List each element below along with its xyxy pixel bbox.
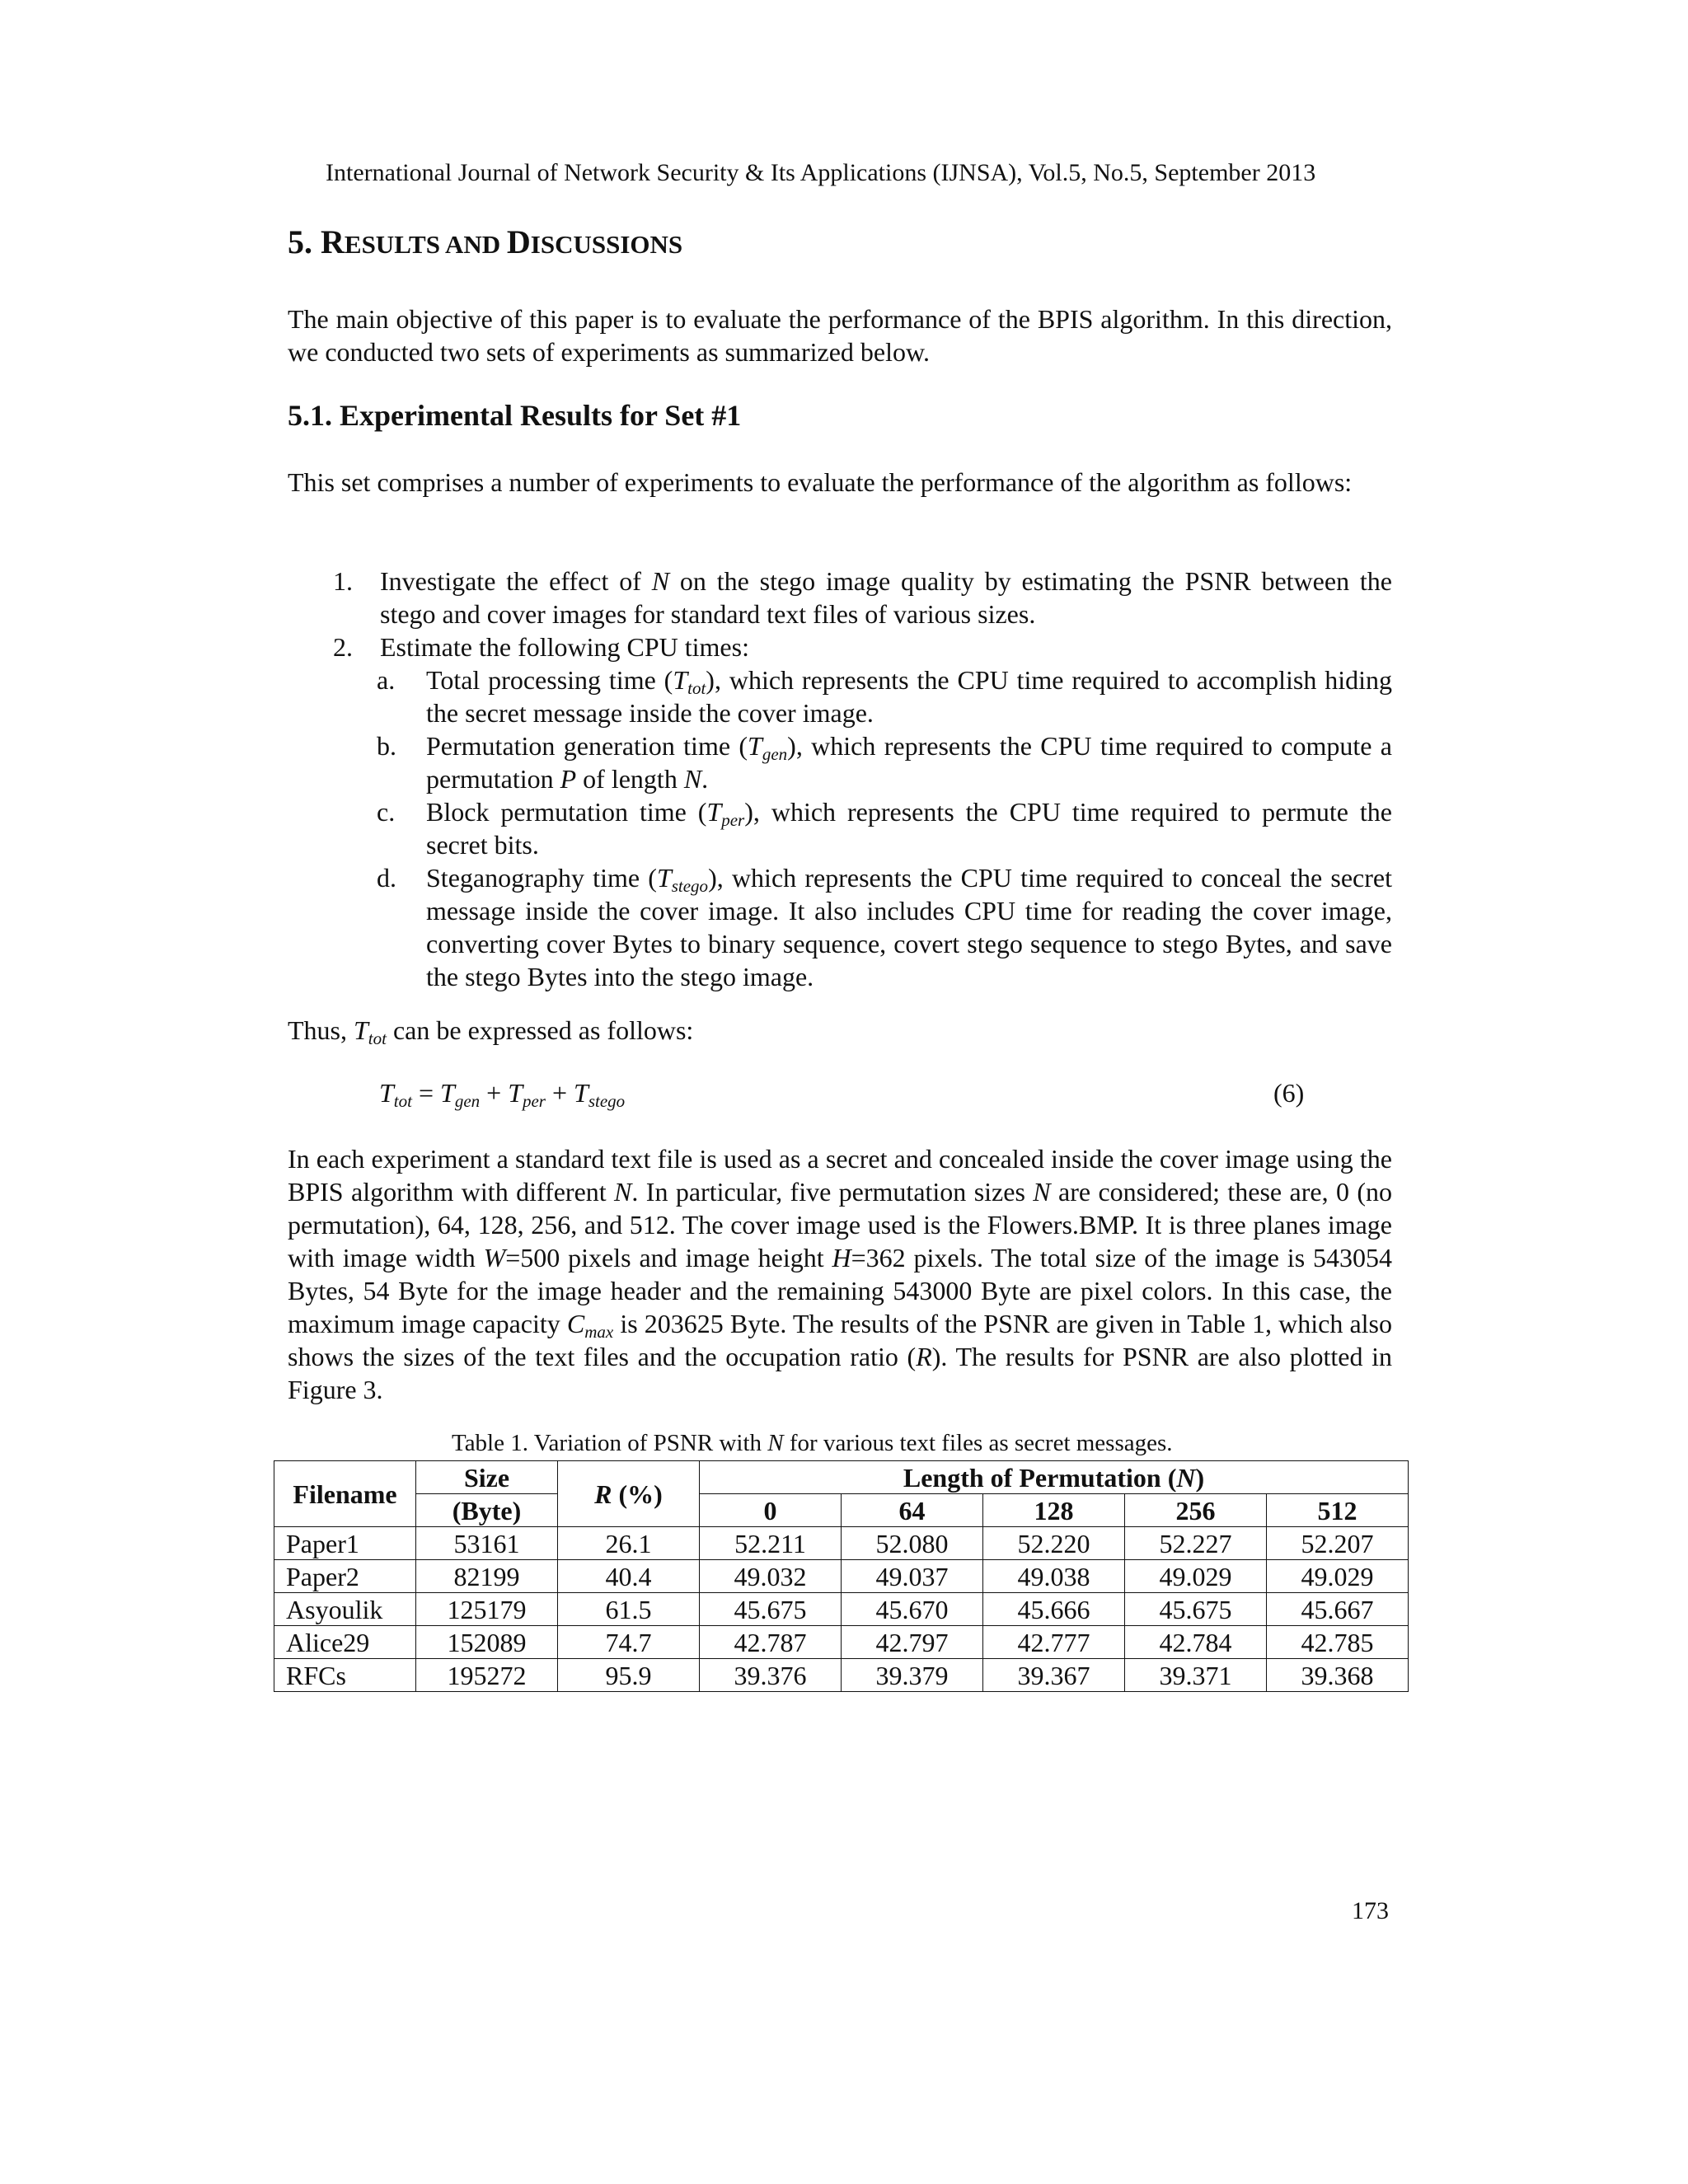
var-n: N — [651, 566, 670, 596]
header-ratio — [558, 1461, 700, 1527]
table-row — [274, 1593, 1409, 1626]
eq-var-t: T — [379, 1078, 394, 1108]
para-text: =500 pixels and image height — [505, 1243, 832, 1272]
eq-subscript: tot — [393, 1091, 412, 1111]
var-t: T — [673, 665, 688, 695]
var-h: H — [832, 1243, 851, 1272]
list-marker: b. — [377, 731, 396, 761]
psnr-table — [274, 1460, 1409, 1692]
eq-operator: + — [545, 1078, 574, 1108]
header-ratio-unit: (%) — [612, 1479, 663, 1509]
header-permutation-length — [700, 1461, 1409, 1494]
cell-psnr: 49.037 — [842, 1560, 983, 1593]
var-r: R — [594, 1479, 612, 1509]
var-t: T — [354, 1015, 368, 1045]
var-n: N — [683, 764, 702, 794]
cell-filename: Paper2 — [274, 1560, 416, 1593]
equation-6 — [379, 1078, 1305, 1111]
header-n-value: 128 — [983, 1494, 1125, 1527]
cell-psnr: 52.211 — [700, 1527, 842, 1560]
para-text: . In particular, five permutation sizes — [631, 1177, 1034, 1207]
thus-text: Thus, — [288, 1015, 354, 1045]
cell-filename: Alice29 — [274, 1626, 416, 1659]
var-n: N — [614, 1177, 632, 1207]
var-c: C — [566, 1309, 585, 1338]
subscript: tot — [368, 1029, 387, 1048]
cell-ratio: 74.7 — [558, 1626, 700, 1659]
var-w: W — [483, 1243, 506, 1272]
eq-var-t: T — [508, 1078, 523, 1108]
list-subitem-c — [288, 795, 1392, 861]
list-item-text: Estimate the following CPU times: — [380, 632, 749, 662]
cell-psnr: 52.227 — [1125, 1527, 1267, 1560]
experiment-paragraph — [288, 1142, 1392, 1406]
table-row — [274, 1560, 1409, 1593]
experiment-list — [288, 565, 1392, 993]
var-p: P — [560, 764, 577, 794]
cell-size: 53161 — [416, 1527, 558, 1560]
subscript: tot — [687, 678, 706, 698]
list-item-text: . — [701, 764, 709, 794]
list-item-text: ), which represents the CPU time required to permute the secret bits. — [426, 797, 1392, 860]
list-marker: a. — [377, 665, 396, 695]
cell-filename: Paper1 — [274, 1527, 416, 1560]
cell-psnr: 45.667 — [1267, 1593, 1409, 1626]
thus-text: can be expressed as follows: — [386, 1015, 694, 1045]
var-t: T — [706, 797, 722, 827]
cell-size: 152089 — [416, 1626, 558, 1659]
eq-subscript: stego — [588, 1091, 626, 1111]
section-word-2-rest: ISCUSSIONS — [530, 230, 683, 259]
table-row — [274, 1659, 1409, 1692]
var-n: N — [1033, 1177, 1051, 1207]
cell-psnr: 39.367 — [983, 1659, 1125, 1692]
para-text: =362 pixels. The total size of the image is 543054 Bytes, 54 Byte for the image header and the remaining 543000 Byte are pixel colors. In this case, the maximum image capacity — [288, 1243, 1393, 1338]
cell-ratio: 61.5 — [558, 1593, 700, 1626]
cell-ratio: 26.1 — [558, 1527, 700, 1560]
eq-var-t: T — [574, 1078, 588, 1108]
cell-psnr: 42.797 — [842, 1626, 983, 1659]
table-caption — [452, 1430, 1173, 1457]
list-item-text: ), which represents the CPU time required to compute a permutation — [426, 731, 1392, 794]
section-word-1-initial: R — [321, 223, 345, 260]
subscript: max — [584, 1322, 614, 1342]
cell-psnr: 42.785 — [1267, 1626, 1409, 1659]
cell-psnr: 42.784 — [1125, 1626, 1267, 1659]
cell-psnr: 49.032 — [700, 1560, 842, 1593]
list-item-text: Investigate the effect of — [380, 566, 652, 596]
cell-ratio: 40.4 — [558, 1560, 700, 1593]
section-word-and: AND — [444, 230, 507, 259]
cell-psnr: 49.029 — [1125, 1560, 1267, 1593]
list-marker: d. — [377, 863, 396, 893]
list-marker: c. — [377, 797, 396, 827]
subscript: gen — [762, 744, 788, 764]
var-t: T — [748, 731, 762, 761]
cell-psnr: 45.675 — [700, 1593, 842, 1626]
cell-psnr: 39.371 — [1125, 1659, 1267, 1692]
list-subitem-a — [288, 663, 1392, 729]
set1-intro-paragraph: This set comprises a number of experiments to evaluate the performance of the algorithm as follows: — [288, 467, 1353, 497]
list-item-text: Steganography time ( — [426, 863, 657, 893]
eq-var-t: T — [440, 1078, 455, 1108]
cell-psnr: 39.379 — [842, 1659, 983, 1692]
subscript: stego — [671, 876, 709, 896]
cell-psnr: 45.675 — [1125, 1593, 1267, 1626]
header-n-value: 256 — [1125, 1494, 1267, 1527]
header-n-value: 0 — [700, 1494, 842, 1527]
header-perm-text: Length of Permutation ( — [903, 1462, 1177, 1493]
equation-number: (6) — [1273, 1078, 1305, 1108]
eq-subscript: per — [522, 1091, 546, 1111]
table-row — [274, 1527, 1409, 1560]
list-item-1 — [288, 565, 1392, 630]
thus-line — [288, 1014, 1392, 1047]
cell-psnr: 45.666 — [983, 1593, 1125, 1626]
para-text: In each experiment a standard text file is used as a secret and concealed inside the cover image using the BPIS algorithm with different — [288, 1144, 1392, 1207]
cell-filename: Asyoulik — [274, 1593, 416, 1626]
cell-psnr: 42.787 — [700, 1626, 842, 1659]
header-size-unit: (Byte) — [416, 1494, 558, 1527]
cell-psnr: 52.207 — [1267, 1527, 1409, 1560]
list-subitem-b — [288, 729, 1392, 795]
list-item-text: Block permutation time ( — [426, 797, 707, 827]
header-filename: Filename — [274, 1461, 416, 1527]
subscript: per — [721, 810, 745, 830]
para-text: is 203625 Byte. The results of the PSNR are given in Table 1, which also shows the sizes of the text files and the occupation ratio ( — [288, 1309, 1393, 1371]
cell-psnr: 39.368 — [1267, 1659, 1409, 1692]
cell-size: 82199 — [416, 1560, 558, 1593]
header-perm-text: ) — [1195, 1462, 1205, 1493]
table-body — [274, 1527, 1409, 1692]
list-marker: 1. — [333, 566, 353, 596]
cell-size: 125179 — [416, 1593, 558, 1626]
running-head: International Journal of Network Security & Its Applications (IJNSA), Vol.5, No.5, September 2013 — [326, 159, 1316, 186]
list-marker: 2. — [333, 632, 353, 662]
list-item-text: Total processing time ( — [426, 665, 673, 695]
cell-psnr: 45.670 — [842, 1593, 983, 1626]
list-item-text: ), which represents the CPU time required to accomplish hiding the secret message inside the cover image. — [426, 665, 1393, 728]
section-title — [288, 223, 682, 261]
table-header-row — [274, 1461, 1409, 1494]
table-row — [274, 1626, 1409, 1659]
caption-text: Table 1. Variation of PSNR with — [452, 1430, 768, 1456]
header-size: Size — [416, 1461, 558, 1494]
subsection-title: 5.1. Experimental Results for Set #1 — [288, 399, 742, 432]
var-n: N — [767, 1430, 784, 1456]
table-header-row — [274, 1494, 1409, 1527]
page-number: 173 — [1352, 1897, 1389, 1924]
eq-subscript: gen — [454, 1091, 481, 1111]
list-subitem-d — [288, 861, 1392, 993]
cell-size: 195272 — [416, 1659, 558, 1692]
list-item-text: of length — [576, 764, 684, 794]
intro-paragraph: The main objective of this paper is to evaluate the performance of the BPIS algorithm. In this direction, we conducted two sets of experiments as summarized below. — [288, 304, 1392, 367]
var-t: T — [656, 863, 672, 893]
para-text: ). The results for PSNR are also plotted in Figure 3. — [288, 1342, 1393, 1404]
list-item-2 — [288, 630, 1392, 663]
cell-filename: RFCs — [274, 1659, 416, 1692]
section-word-2-initial: D — [506, 223, 531, 260]
list-item-text: Permutation generation time ( — [426, 731, 748, 761]
list-item-text: on the stego image quality by estimating the PSNR between the stego and cover images for standard text files of various sizes. — [380, 566, 1392, 629]
cell-ratio: 95.9 — [558, 1659, 700, 1692]
eq-operator: + — [480, 1078, 509, 1108]
cell-psnr: 49.038 — [983, 1560, 1125, 1593]
caption-text: for various text files as secret messages. — [783, 1430, 1173, 1456]
list-item-text: ), which represents the CPU time required to conceal the secret message inside the cover image. It also includes CPU time for reading the cover image, converting cover Bytes to binary sequence, covert stego sequence to stego Bytes, and save the stego Bytes into the stego image. — [426, 863, 1393, 991]
section-number: 5. — [288, 223, 321, 260]
cell-psnr: 49.029 — [1267, 1560, 1409, 1593]
header-n-value: 64 — [842, 1494, 983, 1527]
cell-psnr: 39.376 — [700, 1659, 842, 1692]
cell-psnr: 52.080 — [842, 1527, 983, 1560]
cell-psnr: 52.220 — [983, 1527, 1125, 1560]
eq-operator: = — [411, 1078, 441, 1108]
section-word-1-rest: ESULTS — [344, 230, 445, 259]
var-r: R — [916, 1342, 932, 1371]
var-n: N — [1176, 1462, 1196, 1493]
cell-psnr: 42.777 — [983, 1626, 1125, 1659]
header-n-value: 512 — [1267, 1494, 1409, 1527]
para-text: are considered; these are, 0 (no permutation), 64, 128, 256, and 512. The cover image used is the Flowers.BMP. It is three planes image with image width — [288, 1177, 1392, 1272]
